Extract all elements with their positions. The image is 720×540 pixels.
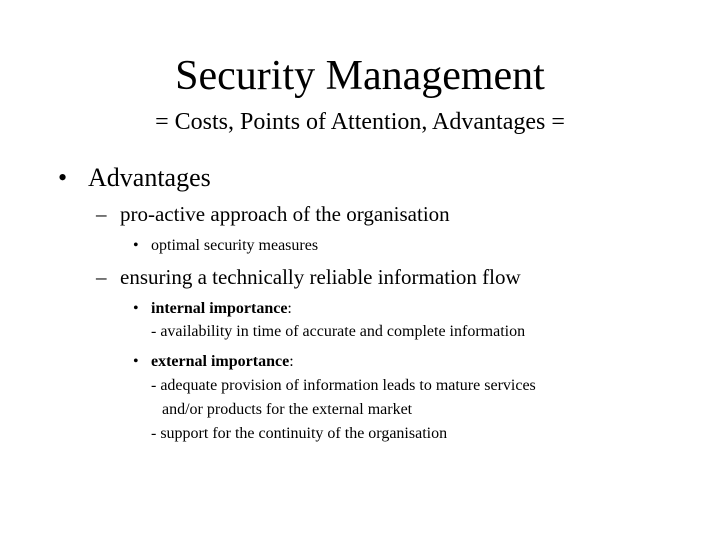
list-item-label <box>151 299 292 318</box>
bullet-l3: • <box>133 237 139 254</box>
dash-l2: – <box>96 202 107 226</box>
bullet-l3: • <box>133 300 139 317</box>
section-heading: pro-active approach of the organisation <box>120 202 450 226</box>
list-item-line: - support for the continuity of the organisation <box>151 425 448 442</box>
main-point: Advantages <box>88 163 211 192</box>
item-label-bold: external importance <box>151 353 290 370</box>
list-item-line: and/or products for the external market <box>162 401 413 418</box>
slide-title: Security Management <box>175 53 545 99</box>
dash-l2: – <box>96 265 107 289</box>
list-item-line: - adequate provision of information leads to mature services <box>151 377 536 394</box>
list-item-line: - availability in time of accurate and complete information <box>151 323 526 340</box>
bullet-l1: • <box>58 163 68 192</box>
item-label-suffix: : <box>289 353 294 370</box>
list-item: optimal security measures <box>151 237 319 254</box>
section-heading: ensuring a technically reliable information flow <box>120 265 521 289</box>
item-label-suffix: : <box>287 300 292 317</box>
list-item-label <box>151 352 294 371</box>
slide-subtitle: = Costs, Points of Attention, Advantages = <box>155 109 565 135</box>
item-label-bold: internal importance <box>151 300 288 317</box>
bullet-l3: • <box>133 353 139 370</box>
